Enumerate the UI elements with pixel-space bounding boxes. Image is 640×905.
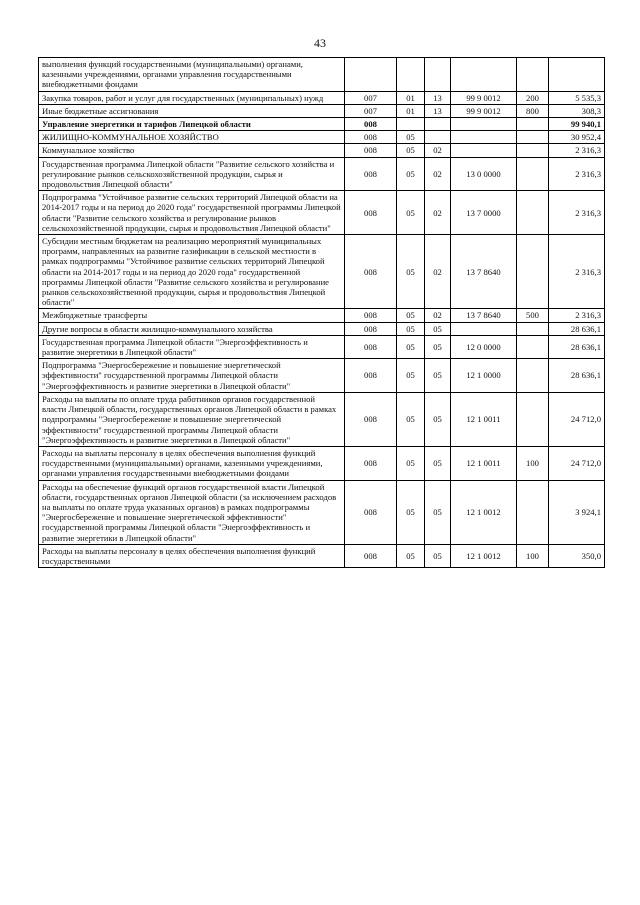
expense-type-cell: [517, 359, 549, 393]
expense-type-cell: 100: [517, 446, 549, 480]
subsection-cell: [425, 131, 451, 144]
sum-cell: 28 636,1: [549, 359, 605, 393]
row-name-cell: Межбюджетные трансферты: [39, 309, 345, 322]
subsection-cell: [425, 118, 451, 131]
ved-code-cell: 008: [345, 118, 397, 131]
ved-code-cell: 008: [345, 322, 397, 335]
ved-code-cell: 008: [345, 144, 397, 157]
row-name-cell: Подпрограмма "Энергосбережение и повышение энергетической эффективности" государственной программы Липецкой области "Энергоэффективность и развитие энергетики в Липецкой области": [39, 359, 345, 393]
section-cell: 05: [397, 480, 425, 544]
table-row: [39, 91, 605, 104]
target-article-cell: [451, 58, 517, 92]
target-article-cell: 12 1 0011: [451, 446, 517, 480]
row-name-cell: Управление энергетики и тарифов Липецкой области: [39, 118, 345, 131]
subsection-cell: [425, 58, 451, 92]
subsection-cell: 05: [425, 359, 451, 393]
expense-type-cell: [517, 235, 549, 309]
target-article-cell: 99 9 0012: [451, 104, 517, 117]
section-cell: 05: [397, 144, 425, 157]
row-name-cell: Субсидии местным бюджетам на реализацию мероприятий муниципальных программ, направленных на развитие газификации в сельской местности в рамках подпрограммы "Устойчивое развитие сельских территорий Липецкой области на 2014-2017 годы и на период до 2020 года" государственной программы Липецкой области "Развитие сельского хозяйства и регулирование рынков сельскохозяйственной продукции, сырья и продовольствия Липецкой области": [39, 235, 345, 309]
expense-type-cell: 500: [517, 309, 549, 322]
ved-code-cell: [345, 58, 397, 92]
table-row: [39, 131, 605, 144]
subsection-cell: 02: [425, 309, 451, 322]
sum-cell: 2 316,3: [549, 309, 605, 322]
ved-code-cell: 008: [345, 235, 397, 309]
target-article-cell: 12 1 0000: [451, 359, 517, 393]
target-article-cell: 12 1 0012: [451, 544, 517, 567]
section-cell: 05: [397, 309, 425, 322]
ved-code-cell: 008: [345, 359, 397, 393]
target-article-cell: 99 9 0012: [451, 91, 517, 104]
ved-code-cell: 008: [345, 191, 397, 235]
sum-cell: 2 316,3: [549, 144, 605, 157]
sum-cell: 28 636,1: [549, 322, 605, 335]
target-article-cell: 13 7 8640: [451, 309, 517, 322]
table-row: [39, 235, 605, 309]
sum-cell: 308,3: [549, 104, 605, 117]
subsection-cell: 13: [425, 91, 451, 104]
row-name-cell: Расходы на выплаты персоналу в целях обеспечения выполнения функций государственными: [39, 544, 345, 567]
section-cell: [397, 118, 425, 131]
section-cell: [397, 58, 425, 92]
expense-type-cell: 100: [517, 544, 549, 567]
table-row: [39, 322, 605, 335]
sum-cell: 30 952,4: [549, 131, 605, 144]
sum-cell: 5 535,3: [549, 91, 605, 104]
table-row: [39, 446, 605, 480]
expense-type-cell: 800: [517, 104, 549, 117]
row-name-cell: Закупка товаров, работ и услуг для государственных (муниципальных) нужд: [39, 91, 345, 104]
section-cell: 05: [397, 322, 425, 335]
row-name-cell: Государственная программа Липецкой области "Энергоэффективность и развитие энергетики в Липецкой области": [39, 335, 345, 358]
row-name-cell: Коммунальное хозяйство: [39, 144, 345, 157]
subsection-cell: 05: [425, 446, 451, 480]
ved-code-cell: 008: [345, 335, 397, 358]
subsection-cell: 02: [425, 235, 451, 309]
expense-type-cell: [517, 118, 549, 131]
table-row: [39, 58, 605, 92]
subsection-cell: 05: [425, 392, 451, 446]
section-cell: 05: [397, 392, 425, 446]
table-row: [39, 157, 605, 191]
sum-cell: 2 316,3: [549, 157, 605, 191]
sum-cell: 24 712,0: [549, 392, 605, 446]
target-article-cell: 12 1 0012: [451, 480, 517, 544]
ved-code-cell: 008: [345, 309, 397, 322]
subsection-cell: 13: [425, 104, 451, 117]
ved-code-cell: 008: [345, 544, 397, 567]
target-article-cell: [451, 118, 517, 131]
section-cell: 05: [397, 359, 425, 393]
expense-type-cell: [517, 191, 549, 235]
subsection-cell: 05: [425, 335, 451, 358]
table-row: [39, 480, 605, 544]
expense-type-cell: [517, 335, 549, 358]
target-article-cell: [451, 144, 517, 157]
section-cell: 05: [397, 235, 425, 309]
target-article-cell: [451, 322, 517, 335]
expense-type-cell: [517, 322, 549, 335]
row-name-cell: Государственная программа Липецкой области "Развитие сельского хозяйства и регулирование рынков сельскохозяйственной продукции, сырья и продовольствия Липецкой области": [39, 157, 345, 191]
ved-code-cell: 008: [345, 392, 397, 446]
ved-code-cell: 008: [345, 131, 397, 144]
sum-cell: 2 316,3: [549, 235, 605, 309]
target-article-cell: [451, 131, 517, 144]
ved-code-cell: 008: [345, 446, 397, 480]
ved-code-cell: 008: [345, 157, 397, 191]
row-name-cell: Иные бюджетные ассигнования: [39, 104, 345, 117]
row-name-cell: выполнения функций государственными (муниципальными) органами, казенными учреждениями, органами управления государственными внебюджетными фондами: [39, 58, 345, 92]
subsection-cell: 05: [425, 544, 451, 567]
table-row: [39, 392, 605, 446]
table-row: [39, 359, 605, 393]
table-row: [39, 544, 605, 567]
sum-cell: 3 924,1: [549, 480, 605, 544]
row-name-cell: Другие вопросы в области жилищно-коммунального хозяйства: [39, 322, 345, 335]
subsection-cell: 05: [425, 322, 451, 335]
subsection-cell: 02: [425, 157, 451, 191]
table-row: [39, 104, 605, 117]
section-cell: 05: [397, 191, 425, 235]
subsection-cell: 05: [425, 480, 451, 544]
section-cell: 01: [397, 104, 425, 117]
section-cell: 05: [397, 335, 425, 358]
sum-cell: 28 636,1: [549, 335, 605, 358]
row-name-cell: Расходы на обеспечение функций органов государственной власти Липецкой области, государственных органов Липецкой области (за исключением расходов на выплаты по оплате труда указанных органов) в рамках подпрограммы "Энергосбережение и повышение энергетической эффективности" государственной программы Липецкой области "Энергоэффективность и развитие энергетики в Липецкой области": [39, 480, 345, 544]
target-article-cell: 12 1 0011: [451, 392, 517, 446]
section-cell: 05: [397, 157, 425, 191]
budget-table-body: [39, 58, 605, 568]
ved-code-cell: 007: [345, 91, 397, 104]
expense-type-cell: [517, 131, 549, 144]
section-cell: 05: [397, 544, 425, 567]
expense-type-cell: [517, 392, 549, 446]
section-cell: 01: [397, 91, 425, 104]
expense-type-cell: [517, 480, 549, 544]
table-row: [39, 309, 605, 322]
ved-code-cell: 008: [345, 480, 397, 544]
target-article-cell: 13 7 0000: [451, 191, 517, 235]
section-cell: 05: [397, 131, 425, 144]
sum-cell: 2 316,3: [549, 191, 605, 235]
ved-code-cell: 007: [345, 104, 397, 117]
subsection-cell: 02: [425, 191, 451, 235]
page-number: 43: [314, 36, 326, 50]
expense-type-cell: 200: [517, 91, 549, 104]
row-name-cell: ЖИЛИЩНО-КОММУНАЛЬНОЕ ХОЗЯЙСТВО: [39, 131, 345, 144]
target-article-cell: 12 0 0000: [451, 335, 517, 358]
table-row: [39, 118, 605, 131]
sum-cell: 24 712,0: [549, 446, 605, 480]
target-article-cell: 13 0 0000: [451, 157, 517, 191]
expense-type-cell: [517, 58, 549, 92]
target-article-cell: 13 7 8640: [451, 235, 517, 309]
sum-cell: 99 940,1: [549, 118, 605, 131]
budget-table: [38, 57, 605, 568]
sum-cell: [549, 58, 605, 92]
table-row: [39, 144, 605, 157]
row-name-cell: Расходы на выплаты по оплате труда работников органов государственной власти Липецкой области, государственных органов Липецкой области в рамках подпрограммы "Энергосбережение и повышение энергетической эффективности" государственной программы Липецкой области "Энергоэффективность и развитие энергетики в Липецкой области": [39, 392, 345, 446]
expense-type-cell: [517, 157, 549, 191]
row-name-cell: Подпрограмма "Устойчивое развитие сельских территорий Липецкой области на 2014-2017 годы и на период до 2020 года" государственной программы Липецкой области "Развитие сельского хозяйства и регулирование рынков сельскохозяйственной продукции, сырья и продовольствия Липецкой области": [39, 191, 345, 235]
sum-cell: 350,0: [549, 544, 605, 567]
expense-type-cell: [517, 144, 549, 157]
row-name-cell: Расходы на выплаты персоналу в целях обеспечения выполнения функций государственными (муниципальными) органами, казенными учреждениями, органами управления государственными внебюджетными фондами: [39, 446, 345, 480]
table-row: [39, 335, 605, 358]
table-row: [39, 191, 605, 235]
section-cell: 05: [397, 446, 425, 480]
subsection-cell: 02: [425, 144, 451, 157]
